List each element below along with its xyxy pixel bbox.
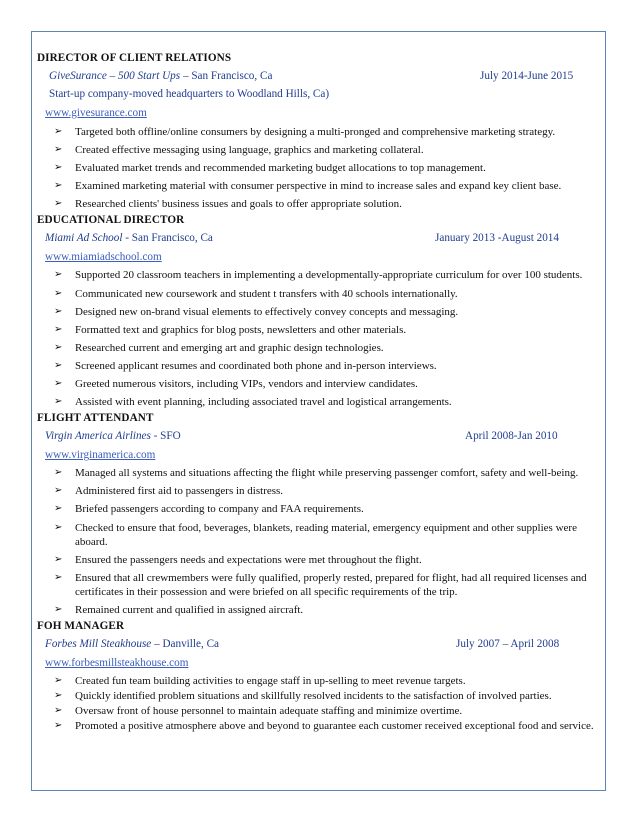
bullet-list	[37, 125, 597, 211]
job-location: – San Francisco, Ca	[180, 70, 273, 82]
arrow-bullet-icon: ➢	[54, 341, 63, 353]
bullet-list	[37, 466, 597, 617]
company-website-link[interactable]: www.virginamerica.com	[45, 449, 156, 462]
list-item: ➢ Created fun team building activities to engage staff in up-selling to meet revenue targets.	[54, 674, 466, 687]
list-item: ➢ Briefed passengers according to company and FAA requirements.	[54, 503, 364, 516]
list-item: ➢ Targeted both offline/online consumers by designing a multi-pronged and comprehensive marketing strategy.	[54, 126, 556, 138]
company-website-link[interactable]: www.givesurance.com	[45, 107, 147, 119]
arrow-bullet-icon: ➢	[54, 359, 63, 371]
arrow-bullet-icon: ➢	[54, 378, 63, 390]
company-name: Virgin America Airlines	[45, 430, 151, 443]
arrow-bullet-icon: ➢	[54, 287, 63, 299]
list-item: ➢ Communicated new coursework and student t transfers with 40 schools internationally.	[54, 287, 458, 300]
list-item: ➢ Formatted text and graphics for blog posts, newsletters and other materials.	[54, 323, 407, 336]
arrow-bullet-icon: ➢	[54, 571, 63, 583]
list-item: ➢ Administered first aid to passengers in distress.	[54, 485, 284, 498]
list-item: ➢ Researched clients' business issues and goals to offer appropriate solution.	[54, 198, 402, 211]
arrow-bullet-icon: ➢	[54, 198, 63, 210]
job-foh-manager	[37, 618, 597, 734]
list-item: ➢ Remained current and qualified in assigned aircraft.	[54, 603, 304, 616]
list-item: ➢ Ensured the passengers needs and expectations were met throughout the flight.	[54, 553, 422, 566]
job-flight-attendant	[37, 410, 597, 617]
list-item: ➢ Examined marketing material with consumer perspective in mind to increase sales and expand key client base.	[54, 180, 562, 193]
list-item: ➢ Checked to ensure that food, beverages, blankets, reading material, emergency equipment and other supplies were aboard.	[54, 521, 577, 548]
arrow-bullet-icon: ➢	[54, 705, 63, 717]
arrow-bullet-icon: ➢	[54, 503, 63, 515]
job-title: DIRECTOR OF CLIENT RELATIONS	[37, 52, 232, 64]
job-dates: January 2013 -August 2014	[435, 232, 559, 245]
arrow-bullet-icon: ➢	[54, 305, 63, 317]
arrow-bullet-icon: ➢	[54, 396, 63, 408]
company-name: Miami Ad School	[45, 232, 123, 245]
arrow-bullet-icon: ➢	[54, 126, 63, 137]
job-director-client-relations	[37, 50, 597, 211]
job-dates: April 2008-Jan 2010	[465, 430, 558, 443]
arrow-bullet-icon: ➢	[54, 467, 63, 479]
list-item: ➢ Researched current and emerging art and graphic design technologies.	[54, 341, 384, 354]
job-location: – Danville, Ca	[151, 637, 219, 650]
list-item: ➢ Oversaw front of house personnel to maintain adequate staffing and minimize overtime.	[54, 705, 463, 718]
arrow-bullet-icon: ➢	[54, 144, 63, 156]
arrow-bullet-icon: ➢	[54, 553, 63, 565]
bullet-list	[37, 674, 597, 734]
arrow-bullet-icon: ➢	[54, 269, 63, 281]
arrow-bullet-icon: ➢	[54, 485, 63, 497]
job-title: FOH MANAGER	[37, 619, 125, 632]
job-dates: July 2014-June 2015	[480, 70, 574, 82]
list-item: ➢ Greeted numerous visitors, including VIPs, vendors and interview candidates.	[54, 378, 418, 391]
job-educational-director	[37, 212, 597, 409]
list-item: ➢ Screened applicant resumes and coordinated both phone and in-person interviews.	[54, 359, 437, 372]
job-meta	[37, 67, 597, 85]
list-item: ➢ Quickly identified problem situations and skillfully resolved incidents to the satisfaction of involved parties.	[54, 690, 552, 703]
list-item: ➢ Ensured that all crewmembers were fully qualified, properly rested, prepared for flight, had all required licenses and certificates in their possession and were briefed on all specific requirements of the trip.	[54, 571, 587, 598]
arrow-bullet-icon: ➢	[54, 674, 63, 686]
company-website-link[interactable]: www.forbesmillsteakhouse.com	[45, 656, 189, 669]
job-title: FLIGHT ATTENDANT	[37, 412, 154, 425]
job-dates: July 2007 – April 2008	[456, 637, 560, 650]
list-item: ➢ Designed new on-brand visual elements to effectively convey concepts and messaging.	[54, 305, 459, 318]
job-meta	[37, 635, 597, 653]
arrow-bullet-icon: ➢	[54, 603, 63, 615]
job-location: - SFO	[150, 430, 181, 443]
list-item: ➢ Created effective messaging using language, graphics and marketing collateral.	[54, 144, 424, 157]
arrow-bullet-icon: ➢	[54, 180, 63, 192]
company-name: GiveSurance – 500 Start Ups	[49, 70, 181, 82]
job-meta	[37, 427, 597, 445]
list-item: ➢ Supported 20 classroom teachers in implementing a developmentally-appropriate curriculum for over 100 students.	[54, 269, 583, 282]
job-title: EDUCATIONAL DIRECTOR	[37, 214, 185, 227]
list-item: ➢ Evaluated market trends and recommended marketing budget allocations to top management.	[54, 162, 486, 175]
arrow-bullet-icon: ➢	[54, 521, 63, 533]
list-item: ➢ Assisted with event planning, including associated travel and logistical arrangements.	[54, 396, 452, 409]
arrow-bullet-icon: ➢	[54, 720, 63, 732]
company-name: Forbes Mill Steakhouse	[45, 637, 152, 650]
job-meta	[37, 229, 597, 247]
company-website-link[interactable]: www.miamiadschool.com	[45, 251, 162, 264]
job-location: - San Francisco, Ca	[122, 232, 213, 245]
bullet-list	[37, 268, 597, 409]
job-note: Start-up company-moved headquarters to Woodland Hills, Ca)	[49, 88, 330, 100]
arrow-bullet-icon: ➢	[54, 162, 63, 174]
arrow-bullet-icon: ➢	[54, 690, 63, 702]
list-item: ➢ Promoted a positive atmosphere above and beyond to guarantee each customer received exceptional food and service.	[54, 720, 594, 733]
list-item: ➢ Managed all systems and situations affecting the flight while preserving passenger comfort, safety and well-being.	[54, 467, 579, 480]
resume-content	[37, 50, 597, 735]
arrow-bullet-icon: ➢	[54, 323, 63, 335]
